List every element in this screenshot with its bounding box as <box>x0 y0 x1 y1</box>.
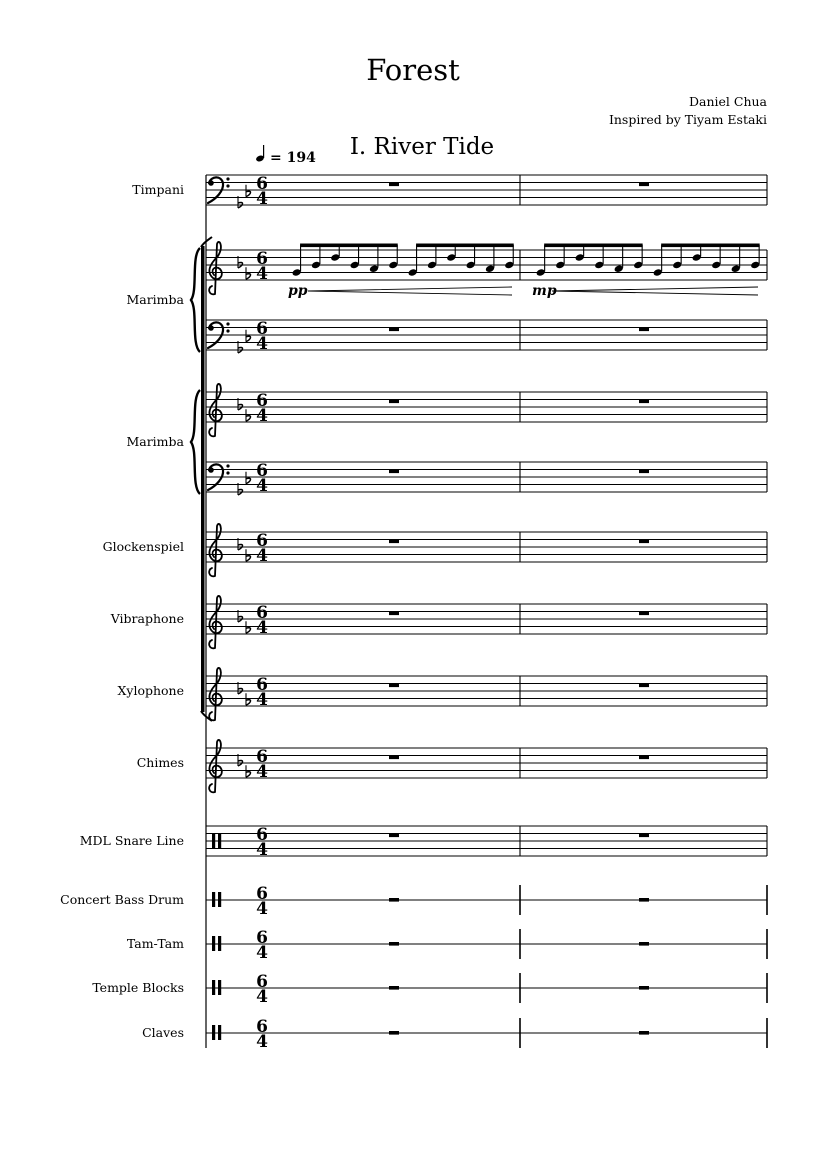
flat-icon <box>246 472 251 484</box>
time-sig-numerator: 6 <box>256 825 268 845</box>
time-sig-denominator: 4 <box>256 334 268 354</box>
flat-icon <box>246 549 251 561</box>
flat-icon <box>246 409 251 421</box>
whole-rest <box>389 470 399 474</box>
time-sig-denominator: 4 <box>256 943 268 963</box>
whole-rest <box>639 1031 649 1035</box>
staff-marimba1-1 <box>206 320 767 350</box>
flat-icon <box>246 693 251 705</box>
time-sig-denominator: 4 <box>256 762 268 782</box>
time-signature <box>256 1017 268 1052</box>
whole-rest <box>389 612 399 616</box>
time-sig-denominator: 4 <box>256 546 268 566</box>
beam <box>661 244 760 248</box>
crescendo-hairpin <box>308 287 512 295</box>
percussion-clef-icon <box>212 1025 221 1040</box>
whole-rest <box>639 898 649 902</box>
staff-bassdrum <box>206 885 767 915</box>
whole-rest <box>389 684 399 688</box>
movement-title: I. River Tide <box>349 134 495 160</box>
whole-rest <box>389 400 399 404</box>
time-sig-numerator: 6 <box>256 1017 268 1037</box>
staff-glockenspiel <box>206 532 767 562</box>
time-sig-denominator: 4 <box>256 476 268 496</box>
whole-rest <box>389 898 399 902</box>
tempo-mark <box>255 145 316 166</box>
time-sig-denominator: 4 <box>256 264 268 284</box>
staff-vibraphone <box>206 604 767 634</box>
whole-rest <box>639 834 649 838</box>
dynamic-marking: mp <box>532 283 557 299</box>
time-signature <box>256 603 268 638</box>
brace-icon <box>191 390 200 494</box>
time-sig-numerator: 6 <box>256 391 268 411</box>
whole-rest <box>639 986 649 990</box>
beam <box>544 244 643 248</box>
time-sig-numerator: 6 <box>256 249 268 269</box>
crescendo-hairpin <box>552 287 758 295</box>
whole-rest <box>639 612 649 616</box>
instrument-label: Claves <box>142 1025 184 1040</box>
whole-rest <box>639 540 649 544</box>
time-sig-denominator: 4 <box>256 987 268 1007</box>
instrument-label: Marimba <box>126 292 184 307</box>
time-sig-denominator: 4 <box>256 189 268 209</box>
whole-rest <box>389 986 399 990</box>
flat-icon <box>246 185 251 197</box>
whole-rest <box>389 1031 399 1035</box>
time-signature <box>256 747 268 782</box>
composer: Daniel Chua <box>688 94 767 109</box>
whole-rest <box>389 834 399 838</box>
whole-rest <box>389 942 399 946</box>
time-sig-numerator: 6 <box>256 675 268 695</box>
system <box>60 174 767 1052</box>
staff-marimba2-0 <box>206 392 767 422</box>
time-signature <box>256 391 268 426</box>
time-signature <box>256 972 268 1007</box>
flat-icon <box>246 267 251 279</box>
percussion-clef-icon <box>212 892 221 907</box>
score-title: Forest <box>366 53 460 87</box>
time-signature <box>256 461 268 496</box>
whole-rest <box>389 540 399 544</box>
staff-marimba1-0 <box>206 250 767 280</box>
staff-timpani <box>206 175 767 205</box>
flat-icon <box>246 621 251 633</box>
time-sig-numerator: 6 <box>256 319 268 339</box>
time-sig-numerator: 6 <box>256 972 268 992</box>
staff-snare <box>206 826 767 856</box>
percussion-clef-icon <box>212 980 221 995</box>
whole-rest <box>389 328 399 332</box>
time-sig-denominator: 4 <box>256 690 268 710</box>
time-sig-numerator: 6 <box>256 461 268 481</box>
time-sig-numerator: 6 <box>256 603 268 623</box>
flat-icon <box>246 765 251 777</box>
beamed-group <box>653 244 761 277</box>
instrument-label: Glockenspiel <box>102 539 184 554</box>
time-sig-denominator: 4 <box>256 618 268 638</box>
instrument-label: Temple Blocks <box>92 980 184 995</box>
instrument-label: Chimes <box>136 755 184 770</box>
time-sig-denominator: 4 <box>256 406 268 426</box>
time-sig-numerator: 6 <box>256 531 268 551</box>
time-sig-denominator: 4 <box>256 840 268 860</box>
time-sig-denominator: 4 <box>256 1032 268 1052</box>
time-signature <box>256 825 268 860</box>
instrument-label: MDL Snare Line <box>79 833 184 848</box>
time-signature <box>256 174 268 209</box>
whole-rest <box>639 684 649 688</box>
flat-icon <box>246 330 251 342</box>
staff-marimba2-1 <box>206 462 767 492</box>
time-signature <box>256 884 268 919</box>
time-sig-denominator: 4 <box>256 899 268 919</box>
percussion-clef-icon <box>212 936 221 951</box>
percussion-clef-icon <box>212 833 221 848</box>
instrument-label: Xylophone <box>117 683 184 698</box>
beamed-group <box>536 244 644 277</box>
instrument-label: Vibraphone <box>110 611 184 626</box>
beam <box>300 244 398 248</box>
instrument-label: Tam-Tam <box>126 936 184 951</box>
whole-rest <box>389 183 399 187</box>
whole-rest <box>639 470 649 474</box>
time-sig-numerator: 6 <box>256 174 268 194</box>
staff-tamtam <box>206 929 767 959</box>
time-sig-numerator: 6 <box>256 928 268 948</box>
time-signature <box>256 531 268 566</box>
brace-icon <box>191 248 200 352</box>
arranger: Inspired by Tiyam Estaki <box>608 112 767 127</box>
time-signature <box>256 928 268 963</box>
time-signature <box>256 319 268 354</box>
staff-xylophone <box>206 676 767 706</box>
beamed-group <box>292 244 399 277</box>
time-sig-numerator: 6 <box>256 884 268 904</box>
staff-templeblocks <box>206 973 767 1003</box>
staff-chimes <box>206 748 767 778</box>
time-sig-numerator: 6 <box>256 747 268 767</box>
time-signature <box>256 249 268 284</box>
whole-rest <box>389 756 399 760</box>
whole-rest <box>639 942 649 946</box>
beamed-group <box>408 244 515 277</box>
time-signature <box>256 675 268 710</box>
instrument-label: Concert Bass Drum <box>60 892 184 907</box>
whole-rest <box>639 183 649 187</box>
instrument-label: Marimba <box>126 434 184 449</box>
tempo-value: = 194 <box>270 150 316 166</box>
whole-rest <box>639 756 649 760</box>
staff-claves <box>206 1018 767 1048</box>
dynamic-marking: pp <box>288 283 308 299</box>
instrument-label: Timpani <box>132 182 184 197</box>
beam <box>416 244 514 248</box>
whole-rest <box>639 400 649 404</box>
whole-rest <box>639 328 649 332</box>
